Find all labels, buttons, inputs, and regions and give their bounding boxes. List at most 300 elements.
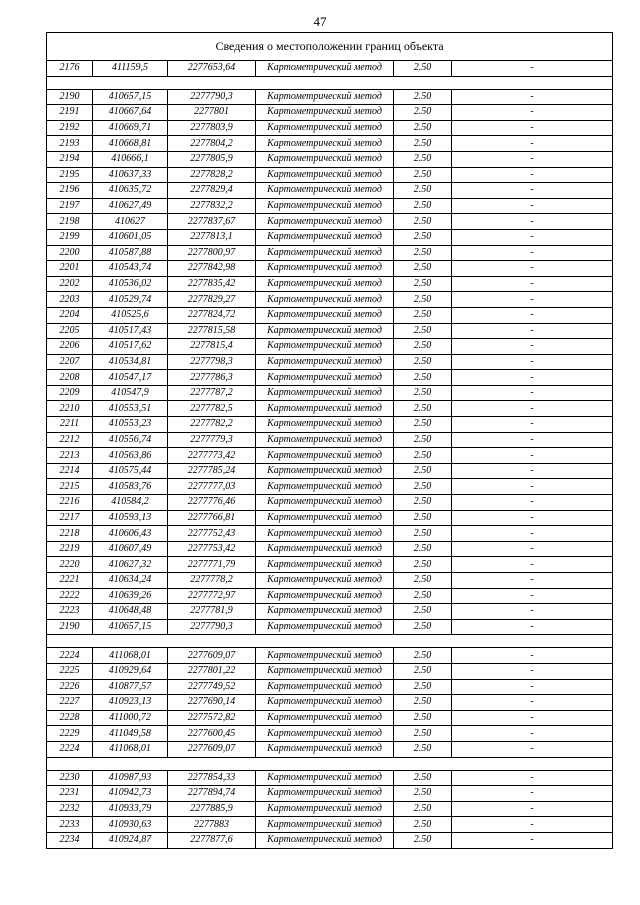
accuracy-cell: 2.50 [394,526,452,542]
x-coordinate-cell: 410583,76 [93,479,168,495]
description-cell: - [452,198,613,214]
description-cell: - [452,495,613,511]
table-row [47,817,613,833]
table-row [47,276,613,292]
x-coordinate-cell: 410627,49 [93,198,168,214]
table-row [47,385,613,401]
y-coordinate-cell: 2277653,64 [168,61,256,77]
y-coordinate-cell: 2277776,46 [168,495,256,511]
accuracy-cell: 2.50 [394,323,452,339]
table-row [47,663,613,679]
point-number-cell: 2226 [47,679,93,695]
y-coordinate-cell: 2277600,45 [168,726,256,742]
table-row [47,448,613,464]
accuracy-cell: 2.50 [394,619,452,635]
x-coordinate-cell: 410648,48 [93,604,168,620]
x-coordinate-cell: 410933,79 [93,801,168,817]
method-cell: Картометрический метод [256,105,394,121]
x-coordinate-cell: 410601,05 [93,229,168,245]
accuracy-cell: 2.50 [394,105,452,121]
x-coordinate-cell: 411049,58 [93,726,168,742]
point-number-cell: 2176 [47,61,93,77]
point-number-cell: 2224 [47,648,93,664]
description-cell: - [452,801,613,817]
x-coordinate-cell: 410529,74 [93,292,168,308]
description-cell: - [452,663,613,679]
x-coordinate-cell: 410923,13 [93,695,168,711]
accuracy-cell: 2.50 [394,89,452,105]
y-coordinate-cell: 2277894,74 [168,786,256,802]
x-coordinate-cell: 410637,33 [93,167,168,183]
method-cell: Картометрический метод [256,588,394,604]
description-cell: - [452,214,613,230]
method-cell: Картометрический метод [256,370,394,386]
table-row [47,710,613,726]
y-coordinate-cell: 2277837,67 [168,214,256,230]
table-row [47,61,613,77]
y-coordinate-cell: 2277790,3 [168,89,256,105]
point-number-cell: 2202 [47,276,93,292]
point-number-cell: 2227 [47,695,93,711]
method-cell: Картометрический метод [256,463,394,479]
method-cell: Картометрический метод [256,801,394,817]
x-coordinate-cell: 410942,73 [93,786,168,802]
point-number-cell: 2234 [47,832,93,848]
method-cell: Картометрический метод [256,339,394,355]
method-cell: Картометрический метод [256,817,394,833]
description-cell: - [452,105,613,121]
table-row [47,307,613,323]
description-cell: - [452,726,613,742]
point-number-cell: 2231 [47,786,93,802]
table-row [47,573,613,589]
table-row [47,648,613,664]
y-coordinate-cell: 2277772,97 [168,588,256,604]
y-coordinate-cell: 2277877,6 [168,832,256,848]
x-coordinate-cell: 410668,81 [93,136,168,152]
method-cell: Картометрический метод [256,307,394,323]
method-cell: Картометрический метод [256,323,394,339]
point-number-cell: 2194 [47,151,93,167]
point-number-cell: 2209 [47,385,93,401]
y-coordinate-cell: 2277781,9 [168,604,256,620]
x-coordinate-cell: 410553,51 [93,401,168,417]
x-coordinate-cell: 410639,26 [93,588,168,604]
method-cell: Картометрический метод [256,292,394,308]
table-title-row [47,33,613,61]
description-cell: - [452,541,613,557]
description-cell: - [452,832,613,848]
description-cell: - [452,479,613,495]
y-coordinate-cell: 2277835,42 [168,276,256,292]
description-cell: - [452,167,613,183]
point-number-cell: 2192 [47,120,93,136]
accuracy-cell: 2.50 [394,710,452,726]
method-cell: Картометрический метод [256,120,394,136]
description-cell: - [452,136,613,152]
description-cell: - [452,385,613,401]
point-number-cell: 2198 [47,214,93,230]
table-row [47,198,613,214]
point-number-cell: 2214 [47,463,93,479]
point-number-cell: 2225 [47,663,93,679]
accuracy-cell: 2.50 [394,726,452,742]
description-cell: - [452,151,613,167]
description-cell: - [452,245,613,261]
point-number-cell: 2224 [47,741,93,757]
accuracy-cell: 2.50 [394,495,452,511]
description-cell: - [452,261,613,277]
y-coordinate-cell: 2277832,2 [168,198,256,214]
table-row [47,432,613,448]
point-number-cell: 2201 [47,261,93,277]
y-coordinate-cell: 2277771,79 [168,557,256,573]
table-row [47,339,613,355]
point-number-cell: 2193 [47,136,93,152]
table-row [47,417,613,433]
point-number-cell: 2203 [47,292,93,308]
y-coordinate-cell: 2277824,72 [168,307,256,323]
table-row [47,557,613,573]
table-row [47,832,613,848]
table-row [47,588,613,604]
description-cell: - [452,120,613,136]
point-number-cell: 2190 [47,89,93,105]
x-coordinate-cell: 410924,87 [93,832,168,848]
point-number-cell: 2221 [47,573,93,589]
accuracy-cell: 2.50 [394,588,452,604]
accuracy-cell: 2.50 [394,573,452,589]
group-separator-cell [47,76,613,89]
table-row [47,136,613,152]
x-coordinate-cell: 410593,13 [93,510,168,526]
point-number-cell: 2195 [47,167,93,183]
description-cell: - [452,292,613,308]
description-cell: - [452,510,613,526]
group-separator-cell [47,635,613,648]
y-coordinate-cell: 2277815,58 [168,323,256,339]
table-row [47,105,613,121]
point-number-cell: 2200 [47,245,93,261]
x-coordinate-cell: 410667,64 [93,105,168,121]
method-cell: Картометрический метод [256,61,394,77]
y-coordinate-cell: 2277885,9 [168,801,256,817]
description-cell: - [452,573,613,589]
method-cell: Картометрический метод [256,198,394,214]
method-cell: Картометрический метод [256,151,394,167]
method-cell: Картометрический метод [256,401,394,417]
boundary-coordinates-table [46,32,613,849]
table-row [47,151,613,167]
accuracy-cell: 2.50 [394,120,452,136]
x-coordinate-cell: 410669,71 [93,120,168,136]
point-number-cell: 2210 [47,401,93,417]
x-coordinate-cell: 410536,02 [93,276,168,292]
accuracy-cell: 2.50 [394,339,452,355]
y-coordinate-cell: 2277785,24 [168,463,256,479]
table-row [47,401,613,417]
x-coordinate-cell: 410547,17 [93,370,168,386]
method-cell: Картометрический метод [256,695,394,711]
point-number-cell: 2215 [47,479,93,495]
description-cell: - [452,463,613,479]
point-number-cell: 2216 [47,495,93,511]
point-number-cell: 2222 [47,588,93,604]
x-coordinate-cell: 411000,72 [93,710,168,726]
y-coordinate-cell: 2277803,9 [168,120,256,136]
x-coordinate-cell: 410666,1 [93,151,168,167]
accuracy-cell: 2.50 [394,463,452,479]
y-coordinate-cell: 2277801 [168,105,256,121]
accuracy-cell: 2.50 [394,541,452,557]
method-cell: Картометрический метод [256,770,394,786]
table-row [47,479,613,495]
table-row [47,510,613,526]
table-row [47,495,613,511]
description-cell: - [452,229,613,245]
y-coordinate-cell: 2277782,5 [168,401,256,417]
x-coordinate-cell: 410584,2 [93,495,168,511]
y-coordinate-cell: 2277828,2 [168,167,256,183]
description-cell: - [452,619,613,635]
point-number-cell: 2191 [47,105,93,121]
x-coordinate-cell: 410587,88 [93,245,168,261]
table-row [47,801,613,817]
method-cell: Картометрический метод [256,183,394,199]
description-cell: - [452,557,613,573]
method-cell: Картометрический метод [256,385,394,401]
method-cell: Картометрический метод [256,648,394,664]
x-coordinate-cell: 411159,5 [93,61,168,77]
point-number-cell: 2196 [47,183,93,199]
description-cell: - [452,183,613,199]
accuracy-cell: 2.50 [394,276,452,292]
y-coordinate-cell: 2277690,14 [168,695,256,711]
point-number-cell: 2208 [47,370,93,386]
point-number-cell: 2190 [47,619,93,635]
method-cell: Картометрический метод [256,136,394,152]
method-cell: Картометрический метод [256,354,394,370]
table-row [47,786,613,802]
method-cell: Картометрический метод [256,495,394,511]
accuracy-cell: 2.50 [394,151,452,167]
description-cell: - [452,417,613,433]
x-coordinate-cell: 411068,01 [93,741,168,757]
table-row [47,770,613,786]
method-cell: Картометрический метод [256,432,394,448]
method-cell: Картометрический метод [256,541,394,557]
point-number-cell: 2199 [47,229,93,245]
table-row [47,89,613,105]
point-number-cell: 2218 [47,526,93,542]
accuracy-cell: 2.50 [394,136,452,152]
point-number-cell: 2233 [47,817,93,833]
table-row [47,183,613,199]
accuracy-cell: 2.50 [394,557,452,573]
method-cell: Картометрический метод [256,679,394,695]
x-coordinate-cell: 410525,6 [93,307,168,323]
accuracy-cell: 2.50 [394,832,452,848]
description-cell: - [452,354,613,370]
method-cell: Картометрический метод [256,276,394,292]
table-row [47,229,613,245]
description-cell: - [452,432,613,448]
table-row [47,261,613,277]
accuracy-cell: 2.50 [394,417,452,433]
description-cell: - [452,276,613,292]
y-coordinate-cell: 2277800,97 [168,245,256,261]
accuracy-cell: 2.50 [394,370,452,386]
description-cell: - [452,401,613,417]
description-cell: - [452,526,613,542]
accuracy-cell: 2.50 [394,648,452,664]
accuracy-cell: 2.50 [394,214,452,230]
x-coordinate-cell: 410634,24 [93,573,168,589]
table-row [47,619,613,635]
method-cell: Картометрический метод [256,604,394,620]
method-cell: Картометрический метод [256,710,394,726]
accuracy-cell: 2.50 [394,770,452,786]
table-row [47,604,613,620]
x-coordinate-cell: 410517,62 [93,339,168,355]
table-row [47,541,613,557]
accuracy-cell: 2.50 [394,786,452,802]
x-coordinate-cell: 410553,23 [93,417,168,433]
x-coordinate-cell: 410627 [93,214,168,230]
group-separator-row [47,635,613,648]
description-cell: - [452,604,613,620]
x-coordinate-cell: 410987,93 [93,770,168,786]
table-row [47,370,613,386]
y-coordinate-cell: 2277753,42 [168,541,256,557]
accuracy-cell: 2.50 [394,817,452,833]
description-cell: - [452,89,613,105]
method-cell: Картометрический метод [256,573,394,589]
y-coordinate-cell: 2277829,27 [168,292,256,308]
point-number-cell: 2230 [47,770,93,786]
method-cell: Картометрический метод [256,663,394,679]
method-cell: Картометрический метод [256,726,394,742]
y-coordinate-cell: 2277790,3 [168,619,256,635]
y-coordinate-cell: 2277854,33 [168,770,256,786]
y-coordinate-cell: 2277787,2 [168,385,256,401]
table-row [47,167,613,183]
description-cell: - [452,339,613,355]
x-coordinate-cell: 410606,43 [93,526,168,542]
point-number-cell: 2206 [47,339,93,355]
x-coordinate-cell: 410534,81 [93,354,168,370]
y-coordinate-cell: 2277752,43 [168,526,256,542]
x-coordinate-cell: 411068,01 [93,648,168,664]
x-coordinate-cell: 410517,43 [93,323,168,339]
table-row [47,463,613,479]
x-coordinate-cell: 410930,63 [93,817,168,833]
method-cell: Картометрический метод [256,89,394,105]
y-coordinate-cell: 2277883 [168,817,256,833]
x-coordinate-cell: 410929,64 [93,663,168,679]
point-number-cell: 2228 [47,710,93,726]
point-number-cell: 2212 [47,432,93,448]
accuracy-cell: 2.50 [394,448,452,464]
accuracy-cell: 2.50 [394,167,452,183]
method-cell: Картометрический метод [256,261,394,277]
table-title: Сведения о местоположении границ объекта [47,33,613,61]
table-row [47,354,613,370]
x-coordinate-cell: 410657,15 [93,89,168,105]
accuracy-cell: 2.50 [394,663,452,679]
table-row [47,741,613,757]
accuracy-cell: 2.50 [394,741,452,757]
y-coordinate-cell: 2277766,81 [168,510,256,526]
y-coordinate-cell: 2277749,52 [168,679,256,695]
description-cell: - [452,741,613,757]
x-coordinate-cell: 410575,44 [93,463,168,479]
description-cell: - [452,370,613,386]
x-coordinate-cell: 410556,74 [93,432,168,448]
method-cell: Картометрический метод [256,214,394,230]
y-coordinate-cell: 2277805,9 [168,151,256,167]
description-cell: - [452,679,613,695]
y-coordinate-cell: 2277778,2 [168,573,256,589]
description-cell: - [452,307,613,323]
table-row [47,245,613,261]
point-number-cell: 2197 [47,198,93,214]
y-coordinate-cell: 2277798,3 [168,354,256,370]
description-cell: - [452,695,613,711]
description-cell: - [452,61,613,77]
accuracy-cell: 2.50 [394,479,452,495]
accuracy-cell: 2.50 [394,198,452,214]
description-cell: - [452,710,613,726]
point-number-cell: 2205 [47,323,93,339]
x-coordinate-cell: 410627,32 [93,557,168,573]
y-coordinate-cell: 2277773,42 [168,448,256,464]
group-separator-row [47,76,613,89]
x-coordinate-cell: 410543,74 [93,261,168,277]
point-number-cell: 2207 [47,354,93,370]
method-cell: Картометрический метод [256,479,394,495]
y-coordinate-cell: 2277609,07 [168,741,256,757]
accuracy-cell: 2.50 [394,679,452,695]
accuracy-cell: 2.50 [394,801,452,817]
point-number-cell: 2220 [47,557,93,573]
x-coordinate-cell: 410563,86 [93,448,168,464]
point-number-cell: 2219 [47,541,93,557]
table-row [47,695,613,711]
accuracy-cell: 2.50 [394,604,452,620]
x-coordinate-cell: 410657,15 [93,619,168,635]
point-number-cell: 2211 [47,417,93,433]
accuracy-cell: 2.50 [394,245,452,261]
group-separator-row [47,757,613,770]
method-cell: Картометрический метод [256,786,394,802]
description-cell: - [452,648,613,664]
y-coordinate-cell: 2277813,1 [168,229,256,245]
accuracy-cell: 2.50 [394,292,452,308]
accuracy-cell: 2.50 [394,510,452,526]
accuracy-cell: 2.50 [394,385,452,401]
y-coordinate-cell: 2277829,4 [168,183,256,199]
table-row [47,214,613,230]
y-coordinate-cell: 2277815,4 [168,339,256,355]
method-cell: Картометрический метод [256,619,394,635]
description-cell: - [452,786,613,802]
method-cell: Картометрический метод [256,741,394,757]
accuracy-cell: 2.50 [394,432,452,448]
page-number: 47 [313,14,327,29]
accuracy-cell: 2.50 [394,307,452,323]
table-row [47,120,613,136]
